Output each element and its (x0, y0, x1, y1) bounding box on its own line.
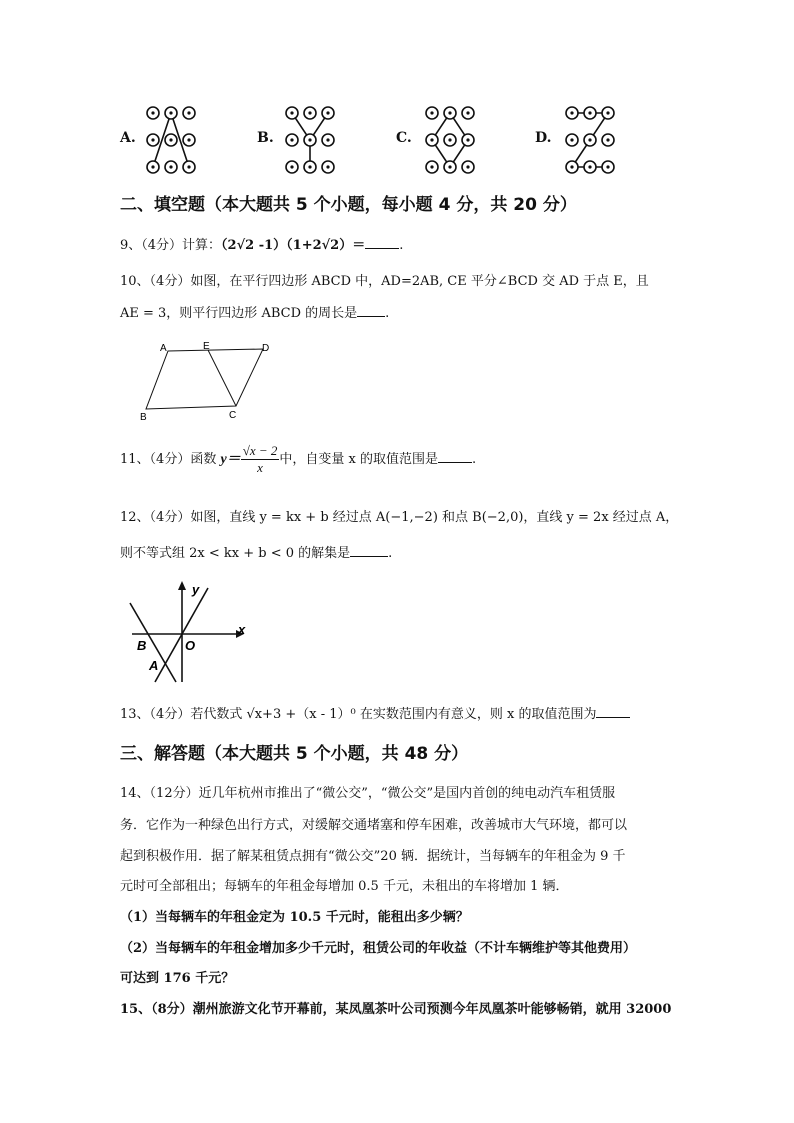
q10-answer-blank[interactable] (357, 304, 385, 317)
section-title-solutions: 三、解答题（本大题共 5 个小题，共 48 分） (120, 744, 469, 764)
point-a-label: A (160, 343, 167, 354)
parallelogram-figure (138, 338, 278, 423)
point-b-label: B (137, 638, 147, 653)
q11-prefix: 11、（4分）函数 (120, 452, 217, 467)
point-c-label: C (229, 410, 237, 421)
question-14-part2-line1: （2）当每辆车的年租金增加多少千元时，租赁公司的年收益（不计车辆维护等其他费用） (120, 941, 637, 956)
q12-end: . (388, 546, 393, 561)
point-d-label: D (262, 343, 270, 354)
y-axis-label: y (192, 582, 200, 597)
q9-number: 9、（4分）计算： (120, 238, 222, 253)
x-axis-label: x (238, 622, 246, 637)
question-12-line2 (120, 542, 392, 561)
point-e-label: E (203, 341, 210, 352)
q11-y: y＝ (220, 452, 241, 467)
q9-expression: （2√2 -1）（1+2√2）＝ (221, 238, 366, 253)
option-a-label: A. (120, 130, 136, 146)
dot-grid-figures (140, 100, 660, 180)
option-c-label: C. (396, 130, 412, 146)
question-15-line1: 15、（8分）潮州旅游文化节开幕前，某凤凰茶叶公司预测今年凤凰茶叶能够畅销，就用 32000 (120, 1002, 672, 1017)
q10-end: . (385, 306, 390, 321)
option-d-label: D. (535, 130, 552, 146)
q11-suffix: 中，自变量 x 的取值范围是 (279, 452, 438, 467)
q11-denominator: x (257, 460, 263, 475)
question-9 (120, 234, 403, 253)
question-13 (120, 703, 630, 722)
figure-b (286, 107, 334, 173)
question-11 (120, 443, 476, 476)
q11-numerator: √x − 2 (242, 443, 278, 458)
q9-end: . (399, 238, 404, 253)
point-a-label: A (149, 658, 159, 673)
q12-line2-text: 则不等式组 2x < kx + b < 0 的解集是 (120, 546, 351, 561)
q9-answer-blank[interactable] (365, 236, 399, 249)
question-10-line2 (120, 302, 389, 321)
figure-d (566, 107, 614, 173)
section-title-fill-blank: 二、填空题（本大题共 5 个小题，每小题 4 分，共 20 分） (120, 195, 577, 215)
question-14-line4: 元时可全部租出；每辆车的年租金每增加 0.5 千元，未租出的车将增加 1 辆． (120, 879, 569, 894)
option-b-label: B. (257, 130, 274, 146)
figure-c (426, 107, 474, 173)
q10-line2-text: AE = 3，则平行四边形 ABCD 的周长是 (120, 306, 358, 321)
origin-label: O (185, 638, 196, 653)
q13-text: 13、（4分）若代数式 √x+3 +（x - 1）⁰ 在实数范围内有意义，则 x 的取值范围为 (120, 707, 597, 722)
question-12-line1: 12、（4分）如图，直线 y = kx + b 经过点 A(−1,−2) 和点 B(−2,0)，直线 y = 2x 经过点 A， (120, 510, 679, 525)
question-14-line1: 14、（12分）近几年杭州市推出了“微公交”，“微公交”是国内首创的纯电动汽车租赁服 (120, 786, 616, 801)
question-10-line1: 10、（4分）如图，在平行四边形 ABCD 中，AD=2AB, CE 平分∠BCD 交 AD 于点 E，且 (120, 274, 649, 289)
figure-a (147, 107, 195, 173)
coordinate-axes-figure (128, 578, 253, 688)
question-14-line3: 起到积极作用．据了解某租赁点拥有“微公交”20 辆．据统计，当每辆车的年租金为 9 千 (120, 849, 626, 864)
question-14-part1: （1）当每辆车的年租金定为 10.5 千元时，能租出多少辆？ (120, 910, 469, 925)
question-14-part2-line2: 可达到 176 千元？ (120, 971, 235, 986)
question-14-line2: 务．它作为一种绿色出行方式，对缓解交通堵塞和停车困难，改善城市大气环境，都可以 (120, 818, 628, 833)
q13-answer-blank[interactable] (596, 705, 630, 718)
q11-answer-blank[interactable] (438, 450, 472, 463)
q11-end: . (471, 452, 477, 467)
q12-answer-blank[interactable] (350, 544, 388, 557)
point-b-label: B (140, 412, 147, 423)
